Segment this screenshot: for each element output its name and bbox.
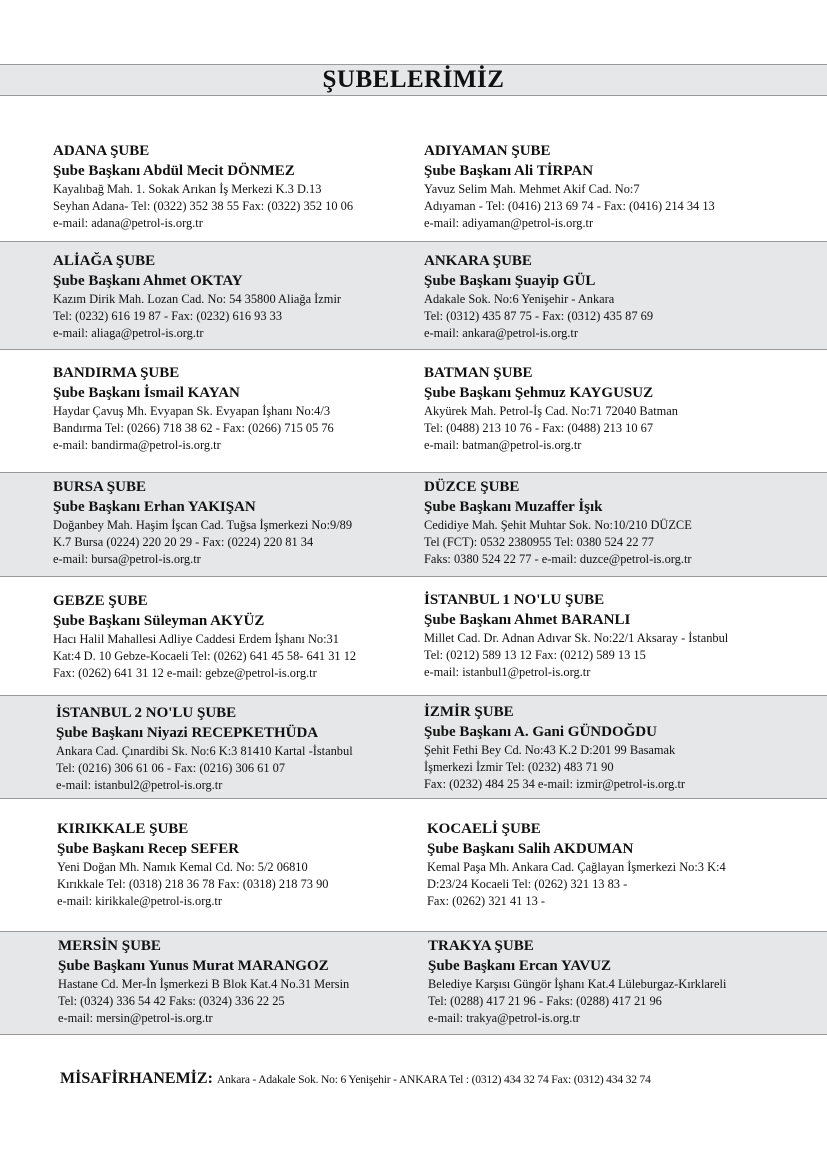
branch-email[interactable]: e-mail: istanbul1@petrol-is.org.tr xyxy=(424,665,591,679)
branch-email[interactable]: e-mail: adiyaman@petrol-is.org.tr xyxy=(424,216,594,230)
branch-address: Kemal Paşa Mh. Ankara Cad. Çağlayan İşmerkezi No:3 K:4 xyxy=(427,860,726,874)
branch-contact: Kırıkkale Tel: (0318) 218 36 78 Fax: (0318) 218 73 90 xyxy=(57,877,329,891)
branch-name: MERSİN ŞUBE xyxy=(58,938,161,954)
branch-email[interactable]: e-mail: bandirma@petrol-is.org.tr xyxy=(53,438,221,452)
branch-head: Şube Başkanı Ahmet BARANLI xyxy=(424,612,631,628)
branch-head: Şube Başkanı Muzaffer İşık xyxy=(424,499,603,515)
branch-name: ADIYAMAN ŞUBE xyxy=(424,143,551,159)
branch-email[interactable]: e-mail: adana@petrol-is.org.tr xyxy=(53,216,203,230)
branch-name: ANKARA ŞUBE xyxy=(424,253,532,269)
branch-email[interactable]: e-mail: mersin@petrol-is.org.tr xyxy=(58,1011,213,1025)
branch-address: Akyürek Mah. Petrol-İş Cad. No:71 72040 Batman xyxy=(424,404,678,418)
branch-address: Haydar Çavuş Mh. Evyapan Sk. Evyapan İşhanı No:4/3 xyxy=(53,404,331,418)
branch-email[interactable]: e-mail: batman@petrol-is.org.tr xyxy=(424,438,582,452)
branch-address: Şehit Fethi Bey Cd. No:43 K.2 D:201 99 Basamak xyxy=(424,743,676,757)
branch-contact: Seyhan Adana- Tel: (0322) 352 38 55 Fax: (0322) 352 10 06 xyxy=(53,199,354,213)
branch-contact: Kat:4 D. 10 Gebze-Kocaeli Tel: (0262) 641 45 58- 641 31 12 xyxy=(53,649,357,663)
branch-contact: İşmerkezi İzmir Tel: (0232) 483 71 90 xyxy=(424,760,614,774)
branch-head: Şube Başkanı Ali TİRPAN xyxy=(424,163,594,179)
branch-address: Yeni Doğan Mh. Namık Kemal Cd. No: 5/2 06810 xyxy=(57,860,308,874)
branch-head: Şube Başkanı Niyazi RECEPKETHÜDA xyxy=(56,725,319,741)
branch-address: Ankara Cad. Çınardibi Sk. No:6 K:3 81410 Kartal -İstanbul xyxy=(56,744,353,758)
branch-address: Yavuz Selim Mah. Mehmet Akif Cad. No:7 xyxy=(424,182,640,196)
guesthouse-label: MİSAFİRHANEMİZ: xyxy=(60,1070,213,1087)
branch-name: İSTANBUL 2 NO'LU ŞUBE xyxy=(56,705,237,721)
branch-contact: Tel: (0232) 616 19 87 - Fax: (0232) 616 93 33 xyxy=(53,309,283,323)
branch-card xyxy=(58,937,423,1027)
branch-address: Belediye Karşısı Güngör İşhanı Kat.4 Lüleburgaz-Kırklareli xyxy=(428,977,727,991)
branch-row-7 xyxy=(0,800,827,928)
guesthouse-info: Ankara - Adakale Sok. No: 6 Yenişehir - ANKARA Tel : (0312) 434 32 74 Fax: (0312) 434 32 74 xyxy=(216,1073,651,1086)
branch-address: Kayalıbağ Mah. 1. Sokak Arıkan İş Merkezi K.3 D.13 xyxy=(53,182,322,196)
branch-address: Millet Cad. Dr. Adnan Adıvar Sk. No:22/1 Aksaray - İstanbul xyxy=(424,631,729,645)
branch-card xyxy=(53,478,418,568)
branch-card xyxy=(424,478,819,568)
branch-name: BANDIRMA ŞUBE xyxy=(53,365,180,381)
branch-name: BURSA ŞUBE xyxy=(53,479,146,495)
branch-address: Cedidiye Mah. Şehit Muhtar Sok. No:10/210 DÜZCE xyxy=(424,518,692,532)
branch-card xyxy=(424,703,819,793)
branch-card xyxy=(424,142,819,232)
branch-card xyxy=(424,252,819,342)
branch-card xyxy=(53,364,418,454)
branch-card xyxy=(56,704,421,794)
branch-name: GEBZE ŞUBE xyxy=(53,593,148,609)
branch-contact: Tel: (0288) 417 21 96 - Faks: (0288) 417 21 96 xyxy=(428,994,662,1008)
branch-head: Şube Başkanı İsmail KAYAN xyxy=(53,385,240,401)
branch-name: KOCAELİ ŞUBE xyxy=(427,821,541,837)
branch-contact: Tel: (0312) 435 87 75 - Fax: (0312) 435 87 69 xyxy=(424,309,654,323)
branch-card xyxy=(53,252,418,342)
branch-contact: K.7 Bursa (0224) 220 20 29 - Fax: (0224) 220 81 34 xyxy=(53,535,314,549)
branch-head: Şube Başkanı Salih AKDUMAN xyxy=(427,841,634,857)
branch-head: Şube Başkanı Şehmuz KAYGUSUZ xyxy=(424,385,654,401)
branch-name: KIRIKKALE ŞUBE xyxy=(57,821,189,837)
branch-email[interactable]: Faks: 0380 524 22 77 - e-mail: duzce@petrol-is.org.tr xyxy=(424,552,692,566)
branch-card xyxy=(428,937,823,1027)
branch-row-6 xyxy=(0,695,827,799)
branch-address: Kazım Dirik Mah. Lozan Cad. No: 54 35800 Aliağa İzmir xyxy=(53,292,342,306)
branch-name: İZMİR ŞUBE xyxy=(424,704,514,720)
branch-email[interactable]: e-mail: bursa@petrol-is.org.tr xyxy=(53,552,201,566)
branch-contact: D:23/24 Kocaeli Tel: (0262) 321 13 83 - xyxy=(427,877,628,891)
branch-name: TRAKYA ŞUBE xyxy=(428,938,534,954)
branch-email[interactable]: Fax: (0232) 484 25 34 e-mail: izmir@petrol-is.org.tr xyxy=(424,777,686,791)
branch-name: DÜZCE ŞUBE xyxy=(424,479,520,495)
branch-address: Hacı Halil Mahallesi Adliye Caddesi Erdem İşhanı No:31 xyxy=(53,632,339,646)
branch-card xyxy=(53,592,418,682)
branch-name: İSTANBUL 1 NO'LU ŞUBE xyxy=(424,592,605,608)
branch-card xyxy=(53,142,418,232)
branch-name: ADANA ŞUBE xyxy=(53,143,150,159)
branch-email[interactable]: Fax: (0262) 321 41 13 - xyxy=(427,894,546,908)
branch-contact: Adıyaman - Tel: (0416) 213 69 74 - Fax: (0416) 214 34 13 xyxy=(424,199,715,213)
branch-head: Şube Başkanı Yunus Murat MARANGOZ xyxy=(58,958,329,974)
branch-name: ALİAĞA ŞUBE xyxy=(53,253,156,269)
branch-contact: Tel: (0488) 213 10 76 - Fax: (0488) 213 10 67 xyxy=(424,421,654,435)
guesthouse-footer xyxy=(60,1070,820,1088)
branch-row-5 xyxy=(0,578,827,694)
branch-head: Şube Başkanı Ahmet OKTAY xyxy=(53,273,243,289)
branch-name: BATMAN ŞUBE xyxy=(424,365,533,381)
branch-head: Şube Başkanı Recep SEFER xyxy=(57,841,240,857)
page-title: ŞUBELERİMİZ xyxy=(322,66,505,93)
branch-email[interactable]: e-mail: trakya@petrol-is.org.tr xyxy=(428,1011,580,1025)
branch-email[interactable]: Fax: (0262) 641 31 12 e-mail: gebze@petrol-is.org.tr xyxy=(53,666,317,680)
branch-address: Hastane Cd. Mer-İn İşmerkezi B Blok Kat.4 No.31 Mersin xyxy=(58,977,350,991)
branch-contact: Tel: (0324) 336 54 42 Faks: (0324) 336 22 25 xyxy=(58,994,285,1008)
branch-contact: Tel: (0212) 589 13 12 Fax: (0212) 589 13 15 xyxy=(424,648,646,662)
branch-contact: Tel (FCT): 0532 2380955 Tel: 0380 524 22 77 xyxy=(424,535,655,549)
branch-head: Şube Başkanı Abdül Mecit DÖNMEZ xyxy=(53,163,295,179)
branch-row-3 xyxy=(0,352,827,470)
branch-email[interactable]: e-mail: kirikkale@petrol-is.org.tr xyxy=(57,894,222,908)
branch-head: Şube Başkanı Şuayip GÜL xyxy=(424,273,596,289)
branch-row-4 xyxy=(0,472,827,577)
branch-card xyxy=(424,364,819,454)
branch-head: Şube Başkanı Ercan YAVUZ xyxy=(428,958,611,974)
branch-head: Şube Başkanı Süleyman AKYÜZ xyxy=(53,613,265,629)
branch-head: Şube Başkanı Erhan YAKIŞAN xyxy=(53,499,256,515)
branch-card xyxy=(427,820,822,910)
branch-head: Şube Başkanı A. Gani GÜNDOĞDU xyxy=(424,724,657,740)
branch-email[interactable]: e-mail: istanbul2@petrol-is.org.tr xyxy=(56,778,223,792)
branch-email[interactable]: e-mail: aliaga@petrol-is.org.tr xyxy=(53,326,204,340)
title-bar xyxy=(0,64,827,96)
branch-address: Doğanbey Mah. Haşim İşcan Cad. Tuğsa İşmerkezi No:9/89 xyxy=(53,518,353,532)
branch-contact: Tel: (0216) 306 61 06 - Fax: (0216) 306 61 07 xyxy=(56,761,286,775)
branch-row-8 xyxy=(0,931,827,1035)
branch-card xyxy=(424,591,819,681)
branch-address: Adakale Sok. No:6 Yenişehir - Ankara xyxy=(424,292,615,306)
branch-contact: Bandırma Tel: (0266) 718 38 62 - Fax: (0266) 715 05 76 xyxy=(53,421,334,435)
branch-card xyxy=(57,820,422,910)
branch-email[interactable]: e-mail: ankara@petrol-is.org.tr xyxy=(424,326,578,340)
branch-row-1 xyxy=(0,142,827,238)
branch-row-2 xyxy=(0,241,827,350)
